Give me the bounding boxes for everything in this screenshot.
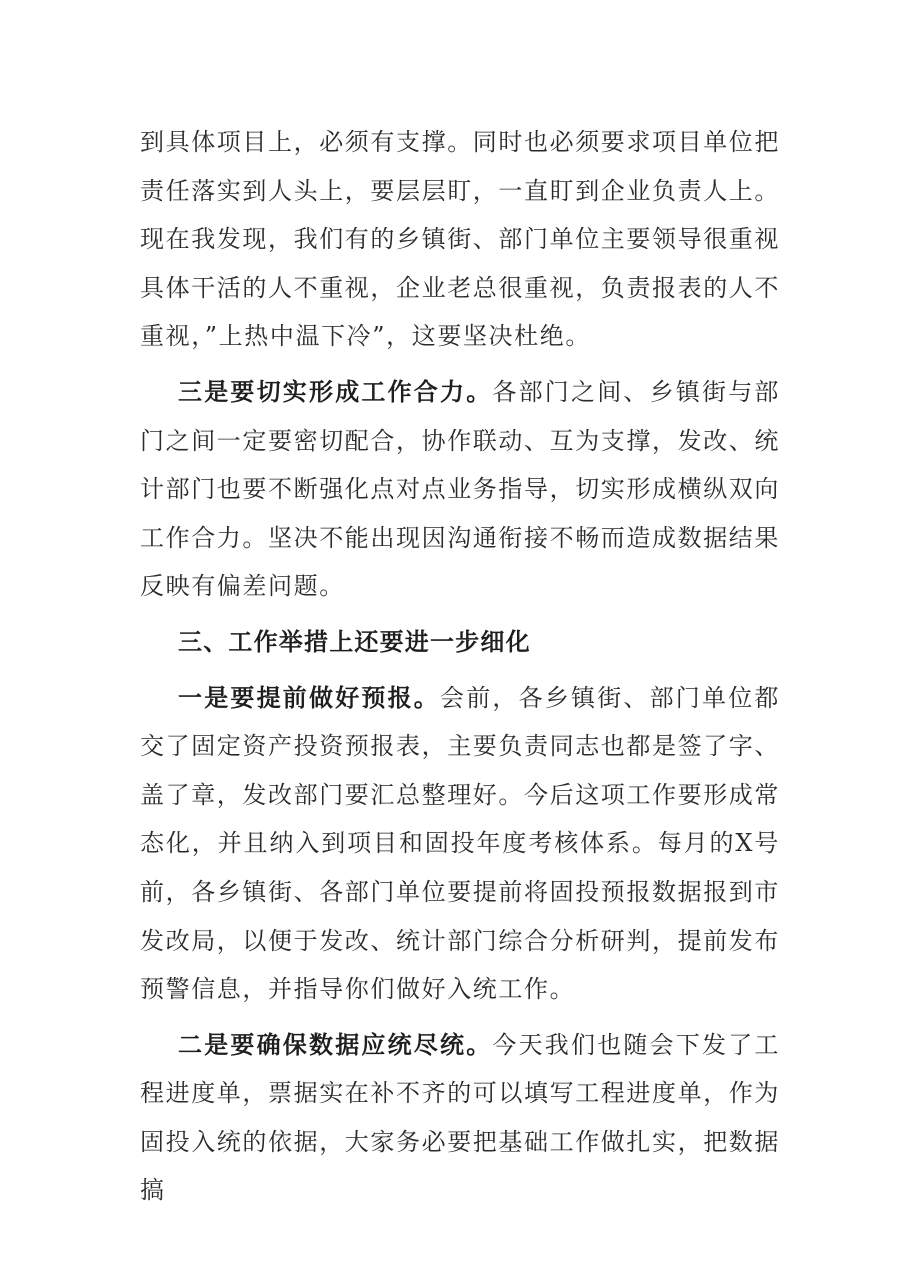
- paragraph-text: 今天我们也随会下发了工程进度单，票据实在补不齐的可以填写工程进度单，作为固投入统的依据，大家务必要把基础工作做扎实，把数据搞: [140, 1030, 780, 1205]
- paragraph-text: 各部门之间、乡镇街与部门之间一定要密切配合，协作联动、互为支撑，发改、统计部门也要不断强化点对点业务指导，切实形成横纵双向工作合力。坚决不能出现因沟通衔接不畅而造成数据结果反映有偏差问题。: [140, 377, 780, 601]
- paragraph-text: 会前，各乡镇街、部门单位都交了固定资产投资预报表，主要负责同志也都是签了字、盖了章，发改部门要汇总整理好。今后这项工作要形成常态化，并且纳入到项目和固投年度考核体系。每月的X号前，各乡镇街、各部门单位要提前将固投预报数据报到市发改局，以便于发改、统计部门综合分析研判，提前发布预警信息，并指导你们做好入统工作。: [140, 683, 780, 1004]
- paragraph-lead: 三是要切实形成工作合力。: [178, 376, 493, 406]
- paragraph-point-two: [140, 1021, 780, 1215]
- paragraph-text: 到具体项目上，必须有支撑。同时也必须要求项目单位把责任落实到人头上，要层层盯，一直盯到企业负责人上。现在我发现，我们有的乡镇街、部门单位主要领导很重视具体干活的人不重视，企业老总很重视，负责报表的人不重视，”上热中温下冷”，这要坚决杜绝。: [140, 128, 780, 351]
- paragraph-point-three: [140, 368, 780, 611]
- paragraph-point-one: [140, 674, 780, 1014]
- paragraph-continuation: [140, 118, 780, 361]
- paragraph-lead: 一是要提前做好预报。: [178, 682, 440, 712]
- section-heading: 三、工作举措上还要进一步细化: [178, 626, 531, 656]
- paragraph-lead: 二是要确保数据应统尽统。: [178, 1029, 493, 1059]
- document-body: [140, 118, 780, 1215]
